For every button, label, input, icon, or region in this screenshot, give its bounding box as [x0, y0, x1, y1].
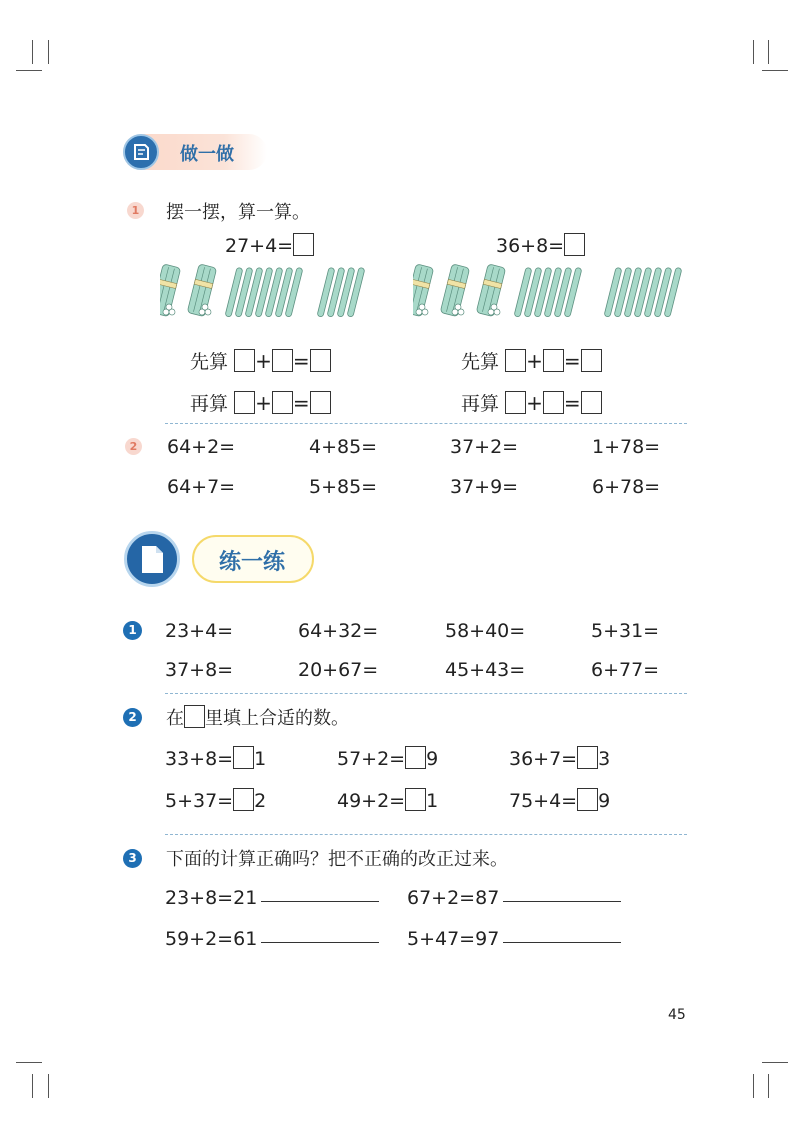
- answer-line[interactable]: [503, 941, 621, 943]
- crop-mark: [768, 40, 769, 64]
- answer-box[interactable]: [505, 349, 526, 372]
- step-label: 先算: [190, 351, 229, 373]
- answer-box-sample: [184, 705, 205, 728]
- equation: 1+78=: [592, 436, 661, 458]
- equation: 4+85=: [309, 436, 378, 458]
- divider: [165, 834, 687, 835]
- fill-in-item: 33+8= 1: [165, 748, 267, 770]
- crop-mark: [16, 1062, 42, 1063]
- answer-box[interactable]: [233, 746, 254, 769]
- answer-box[interactable]: [233, 788, 254, 811]
- fill-in-item: 49+2= 1: [337, 790, 439, 812]
- answer-line[interactable]: [261, 900, 379, 902]
- answer-box[interactable]: [543, 349, 564, 372]
- divider: [165, 423, 687, 424]
- correction-item: 5+47=97: [407, 928, 621, 950]
- answer-box[interactable]: [272, 349, 293, 372]
- crop-mark: [753, 1074, 754, 1098]
- equation: 37+9=: [450, 476, 519, 498]
- counting-sticks-illustration: [160, 262, 375, 322]
- step-row: 先算 + =: [461, 347, 602, 374]
- correction-item: 67+2=87: [407, 887, 621, 909]
- answer-box[interactable]: [577, 788, 598, 811]
- page-number: 45: [668, 1007, 686, 1023]
- answer-box[interactable]: [405, 746, 426, 769]
- crop-mark: [762, 1062, 788, 1063]
- correction-item: 59+2=61: [165, 928, 379, 950]
- crop-mark: [48, 40, 49, 64]
- question-number: 2: [123, 708, 142, 727]
- answer-box[interactable]: [310, 391, 331, 414]
- step-label: 再算: [190, 393, 229, 415]
- equation: 20+67=: [298, 659, 379, 681]
- equation: 64+32=: [298, 620, 379, 642]
- answer-box[interactable]: [234, 349, 255, 372]
- step-label: 再算: [461, 393, 500, 415]
- step-row: 再算 + =: [461, 389, 602, 416]
- answer-box[interactable]: [564, 233, 585, 256]
- practice-section-icon: [124, 531, 180, 587]
- question-prompt: 下面的计算正确吗？把不正确的改正过来。: [166, 849, 508, 870]
- fill-in-item: 57+2= 9: [337, 748, 439, 770]
- equation: 37+2=: [450, 436, 519, 458]
- answer-box[interactable]: [577, 746, 598, 769]
- answer-line[interactable]: [261, 941, 379, 943]
- fill-in-item: 36+7= 3: [509, 748, 611, 770]
- crop-mark: [762, 70, 788, 71]
- step-row: 先算 + =: [190, 347, 331, 374]
- equation: 64+2=: [167, 436, 236, 458]
- equation: 36+8=: [496, 233, 585, 257]
- equation: 6+77=: [591, 659, 660, 681]
- fill-in-item: 5+37= 2: [165, 790, 267, 812]
- answer-box[interactable]: [234, 391, 255, 414]
- step-row: 再算 + =: [190, 389, 331, 416]
- equation: 23+4=: [165, 620, 234, 642]
- crop-mark: [32, 1074, 33, 1098]
- answer-box[interactable]: [310, 349, 331, 372]
- question-number: 3: [123, 849, 142, 868]
- practice-section-title: 练一练: [219, 549, 286, 575]
- equation: 58+40=: [445, 620, 526, 642]
- equation: 5+31=: [591, 620, 660, 642]
- answer-box[interactable]: [581, 391, 602, 414]
- step-label: 先算: [461, 351, 500, 373]
- question-number: 1: [127, 202, 144, 219]
- question-number: 2: [125, 438, 142, 455]
- answer-line[interactable]: [503, 900, 621, 902]
- answer-box[interactable]: [505, 391, 526, 414]
- question-prompt: 摆一摆，算一算。: [166, 202, 310, 223]
- equation: 37+8=: [165, 659, 234, 681]
- crop-mark: [768, 1074, 769, 1098]
- answer-box[interactable]: [581, 349, 602, 372]
- crop-mark: [753, 40, 754, 64]
- equation: 45+43=: [445, 659, 526, 681]
- equation: 64+7=: [167, 476, 236, 498]
- answer-box[interactable]: [405, 788, 426, 811]
- answer-box[interactable]: [293, 233, 314, 256]
- answer-box[interactable]: [272, 391, 293, 414]
- crop-mark: [16, 70, 42, 71]
- equation: 27+4=: [225, 233, 314, 257]
- question-number: 1: [123, 621, 142, 640]
- try-section-title: 做一做: [180, 144, 234, 165]
- try-section-icon: [123, 134, 159, 170]
- crop-mark: [48, 1074, 49, 1098]
- correction-item: 23+8=21: [165, 887, 379, 909]
- question-prompt: 在 里填上合适的数。: [166, 704, 349, 730]
- fill-in-item: 75+4= 9: [509, 790, 611, 812]
- equation: 6+78=: [592, 476, 661, 498]
- answer-box[interactable]: [543, 391, 564, 414]
- crop-mark: [32, 40, 33, 64]
- divider: [165, 693, 687, 694]
- equation: 5+85=: [309, 476, 378, 498]
- counting-sticks-illustration: [413, 262, 693, 322]
